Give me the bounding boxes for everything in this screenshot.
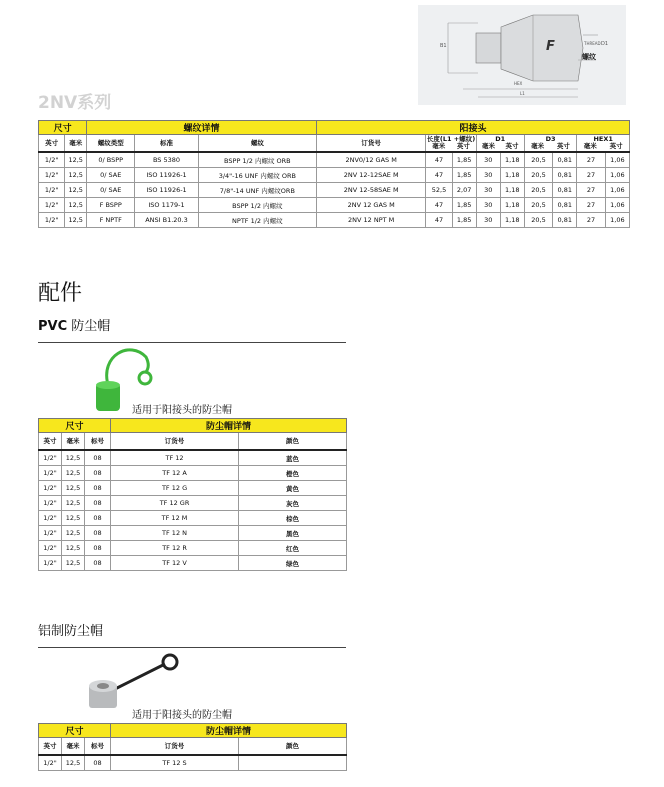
table-cell-color: 黄色 (239, 481, 347, 496)
table-cell-mm: 12,5 (62, 481, 85, 496)
table-cell-inch: 1/2" (39, 556, 62, 571)
table-row (39, 213, 630, 228)
diagram-thread-label: 螺纹 (582, 53, 596, 61)
table-cell-d1-mm: 30 (476, 183, 500, 198)
table-cell-d3-in: 0,81 (553, 183, 577, 198)
table-row (39, 481, 347, 496)
table-cell-mm: 12,5 (62, 496, 85, 511)
table-row (39, 755, 347, 771)
table-cell-std: BS 5380 (135, 152, 198, 168)
table-cell-mm: 12,5 (65, 168, 87, 183)
table-cell-type: 0/ SAE (87, 168, 135, 183)
table-cell-d3-mm: 20,5 (524, 198, 552, 213)
table-cell-inch: 1/2" (39, 450, 62, 466)
col-d1 (476, 135, 524, 153)
table-cell-order: 2NV 12-12SAE M (316, 168, 425, 183)
col-length-label: 长度(L1 +螺纹) (426, 135, 476, 143)
table-row (39, 198, 630, 213)
alu-group-size: 尺寸 (39, 724, 111, 738)
table-cell-l-mm: 47 (426, 152, 452, 168)
col-hex1-inch: 英寸 (609, 142, 623, 150)
table-cell-l-in: 1,85 (452, 168, 476, 183)
pvc-col-color: 颜色 (239, 433, 347, 451)
col-d3-mm: 毫米 (531, 142, 545, 150)
diagram-label-hex: HEX (514, 81, 523, 86)
table-cell-d3-mm: 20,5 (524, 183, 552, 198)
table-cell-std: ANSI B1.20.3 (135, 213, 198, 228)
table-cell-mm: 12,5 (62, 556, 85, 571)
table-cell-d1-mm: 30 (476, 198, 500, 213)
table-cell-l-in: 1,85 (452, 198, 476, 213)
table-cell-inch: 1/2" (39, 183, 65, 198)
table-cell-h-in: 1,06 (605, 198, 629, 213)
table-cell-inch: 1/2" (39, 466, 62, 481)
pvc-title-text: 防尘帽 (67, 319, 111, 334)
table-cell-thread: 3/4"-16 UNF 内螺纹 ORB (198, 168, 316, 183)
table-cell-order: TF 12 (111, 450, 239, 466)
table-cell-inch: 1/2" (39, 168, 65, 183)
pvc-table-body (39, 450, 347, 571)
table-cell-code: 08 (85, 556, 111, 571)
table-cell-type: F BSPP (87, 198, 135, 213)
table-cell-order: TF 12 R (111, 541, 239, 556)
table-cell-std: ISO 11926-1 (135, 168, 198, 183)
table-cell-thread: BSPP 1/2 内螺纹 (198, 198, 316, 213)
table-cell-h-in: 1,06 (605, 168, 629, 183)
alu-cap-image (85, 650, 185, 712)
pvc-group-size: 尺寸 (39, 419, 111, 433)
table-cell-order: 2NV0/12 GAS M (316, 152, 425, 168)
table-cell-color: 灰色 (239, 496, 347, 511)
table-cell-mm: 12,5 (62, 511, 85, 526)
spec-table-body (39, 152, 630, 228)
table-cell-d3-mm: 20,5 (524, 152, 552, 168)
table-cell-h-mm: 27 (577, 213, 605, 228)
table-cell-l-in: 2,07 (452, 183, 476, 198)
table-row (39, 496, 347, 511)
table-cell-inch: 1/2" (39, 481, 62, 496)
table-cell-code: 08 (85, 755, 111, 771)
table-cell-d1-in: 1,18 (500, 152, 524, 168)
pvc-caption: 适用于阳接头的防尘帽 (132, 405, 232, 416)
table-cell-h-in: 1,06 (605, 213, 629, 228)
pvc-table (38, 418, 347, 571)
alu-col-color: 颜色 (239, 738, 347, 756)
pvc-col-order: 订货号 (111, 433, 239, 451)
table-cell-order: 2NV 12-58SAE M (316, 183, 425, 198)
table-cell-order: TF 12 M (111, 511, 239, 526)
col-length-mm: 毫米 (432, 142, 446, 150)
table-cell-code: 08 (85, 526, 111, 541)
table-row (39, 183, 630, 198)
brand-logo-icon: F (546, 39, 555, 54)
alu-col-inch: 英寸 (39, 738, 62, 756)
table-cell-order: TF 12 A (111, 466, 239, 481)
table-cell-order: TF 12 GR (111, 496, 239, 511)
table-row (39, 152, 630, 168)
table-cell-d1-mm: 30 (476, 213, 500, 228)
table-row (39, 541, 347, 556)
table-cell-color: 蓝色 (239, 450, 347, 466)
accessories-title: 配件 (38, 281, 83, 306)
spec-table (38, 120, 630, 228)
table-cell-d3-in: 0,81 (553, 168, 577, 183)
table-cell-order: 2NV 12 GAS M (316, 198, 425, 213)
table-cell-order: TF 12 G (111, 481, 239, 496)
table-cell-d1-in: 1,18 (500, 168, 524, 183)
table-cell-l-mm: 47 (426, 168, 452, 183)
col-hex1-mm: 毫米 (583, 142, 597, 150)
diagram-label-l1: L1 (520, 91, 525, 96)
alu-caption: 适用于阳接头的防尘帽 (132, 710, 232, 721)
table-cell-h-in: 1,06 (605, 152, 629, 168)
col-thread-type: 螺纹类型 (87, 135, 135, 153)
col-hex1-label: HEX1 (593, 135, 613, 143)
table-cell-d3-mm: 20,5 (524, 168, 552, 183)
table-cell-order: TF 12 S (111, 755, 239, 771)
diagram-label-d1: D1 (601, 41, 609, 47)
table-cell-color: 红色 (239, 541, 347, 556)
table-cell-order: TF 12 V (111, 556, 239, 571)
pvc-group-detail: 防尘帽详情 (111, 419, 347, 433)
table-cell-inch: 1/2" (39, 541, 62, 556)
group-thread-details: 螺纹详情 (87, 121, 317, 135)
table-cell-inch: 1/2" (39, 213, 65, 228)
table-cell-d3-in: 0,81 (553, 213, 577, 228)
diagram-label-b1: B1 (440, 43, 447, 49)
table-cell-l-mm: 52,5 (426, 183, 452, 198)
table-cell-thread: 7/8"-14 UNF 内螺纹ORB (198, 183, 316, 198)
table-cell-d3-in: 0,81 (553, 198, 577, 213)
alu-table-body (39, 755, 347, 771)
table-cell-mm: 12,5 (62, 526, 85, 541)
table-cell-d1-mm: 30 (476, 152, 500, 168)
table-cell-d3-mm: 20,5 (524, 213, 552, 228)
col-d1-label: D1 (495, 135, 506, 143)
table-cell-thread: BSPP 1/2 内螺纹 ORB (198, 152, 316, 168)
table-cell-code: 08 (85, 466, 111, 481)
table-cell-d3-in: 0,81 (553, 152, 577, 168)
table-cell-type: F NPTF (87, 213, 135, 228)
col-hex1 (577, 135, 630, 153)
col-d1-mm: 毫米 (481, 142, 495, 150)
table-cell-h-mm: 27 (577, 183, 605, 198)
table-cell-d1-in: 1,18 (500, 213, 524, 228)
table-cell-l-mm: 47 (426, 213, 452, 228)
table-cell-color: 绿色 (239, 556, 347, 571)
pvc-col-code: 标号 (85, 433, 111, 451)
col-length-inch: 英寸 (456, 142, 470, 150)
table-cell-mm: 12,5 (65, 198, 87, 213)
table-cell-order: TF 12 N (111, 526, 239, 541)
table-cell-color: 棕色 (239, 511, 347, 526)
table-row (39, 511, 347, 526)
table-row (39, 526, 347, 541)
table-cell-mm: 12,5 (65, 152, 87, 168)
table-cell-h-mm: 27 (577, 152, 605, 168)
table-cell-color: 橙色 (239, 466, 347, 481)
table-cell-thread: NPTF 1/2 内螺纹 (198, 213, 316, 228)
alu-divider (38, 647, 346, 648)
table-cell-code: 08 (85, 496, 111, 511)
table-cell-mm: 12,5 (65, 213, 87, 228)
table-cell-d1-mm: 30 (476, 168, 500, 183)
pvc-section-title (38, 315, 110, 334)
table-cell-h-mm: 27 (577, 198, 605, 213)
alu-group-detail: 防尘帽详情 (111, 724, 347, 738)
table-cell-d1-in: 1,18 (500, 183, 524, 198)
pvc-col-mm: 毫米 (62, 433, 85, 451)
col-order: 订货号 (316, 135, 425, 153)
pvc-col-inch: 英寸 (39, 433, 62, 451)
table-cell-code: 08 (85, 541, 111, 556)
alu-section-title: 铝制防尘帽 (38, 624, 104, 639)
table-cell-mm: 12,5 (62, 541, 85, 556)
alu-col-code: 标号 (85, 738, 111, 756)
table-cell-inch: 1/2" (39, 152, 65, 168)
table-cell-color: 黑色 (239, 526, 347, 541)
table-cell-inch: 1/2" (39, 755, 62, 771)
table-cell-d1-in: 1,18 (500, 198, 524, 213)
table-cell-code: 08 (85, 481, 111, 496)
table-cell-mm: 12,5 (62, 450, 85, 466)
col-thread: 螺纹 (198, 135, 316, 153)
table-row (39, 556, 347, 571)
table-row (39, 466, 347, 481)
technical-drawing (418, 5, 626, 105)
group-male: 阳接头 (316, 121, 629, 135)
col-d3 (524, 135, 577, 153)
col-standard: 标准 (135, 135, 198, 153)
table-cell-inch: 1/2" (39, 496, 62, 511)
table-cell-code: 08 (85, 511, 111, 526)
table-cell-type: 0/ BSPP (87, 152, 135, 168)
table-cell-l-in: 1,85 (452, 152, 476, 168)
table-cell-type: 0/ SAE (87, 183, 135, 198)
table-cell-h-in: 1,06 (605, 183, 629, 198)
table-cell-std: ISO 1179-1 (135, 198, 198, 213)
table-cell-color (239, 755, 347, 771)
table-cell-std: ISO 11926-1 (135, 183, 198, 198)
table-cell-l-in: 1,85 (452, 213, 476, 228)
pvc-divider (38, 342, 346, 343)
alu-col-mm: 毫米 (62, 738, 85, 756)
group-size: 尺寸 (39, 121, 87, 135)
col-inch: 英寸 (39, 135, 65, 153)
table-row (39, 168, 630, 183)
table-cell-inch: 1/2" (39, 198, 65, 213)
table-cell-inch: 1/2" (39, 511, 62, 526)
col-d3-label: D3 (545, 135, 556, 143)
col-d1-inch: 英寸 (505, 142, 519, 150)
table-cell-order: 2NV 12 NPT M (316, 213, 425, 228)
table-cell-mm: 12,5 (62, 466, 85, 481)
table-cell-h-mm: 27 (577, 168, 605, 183)
table-cell-l-mm: 47 (426, 198, 452, 213)
table-cell-code: 08 (85, 450, 111, 466)
table-cell-inch: 1/2" (39, 526, 62, 541)
diagram-label-thread: THREAD (584, 41, 601, 46)
series-title: 2NV系列 (38, 93, 112, 113)
col-length (426, 135, 476, 153)
table-row (39, 450, 347, 466)
col-d3-inch: 英寸 (556, 142, 570, 150)
alu-col-order: 订货号 (111, 738, 239, 756)
alu-table (38, 723, 347, 771)
pvc-title-prefix: PVC (38, 319, 68, 334)
table-cell-mm: 12,5 (62, 755, 85, 771)
table-cell-mm: 12,5 (65, 183, 87, 198)
col-mm: 毫米 (65, 135, 87, 153)
